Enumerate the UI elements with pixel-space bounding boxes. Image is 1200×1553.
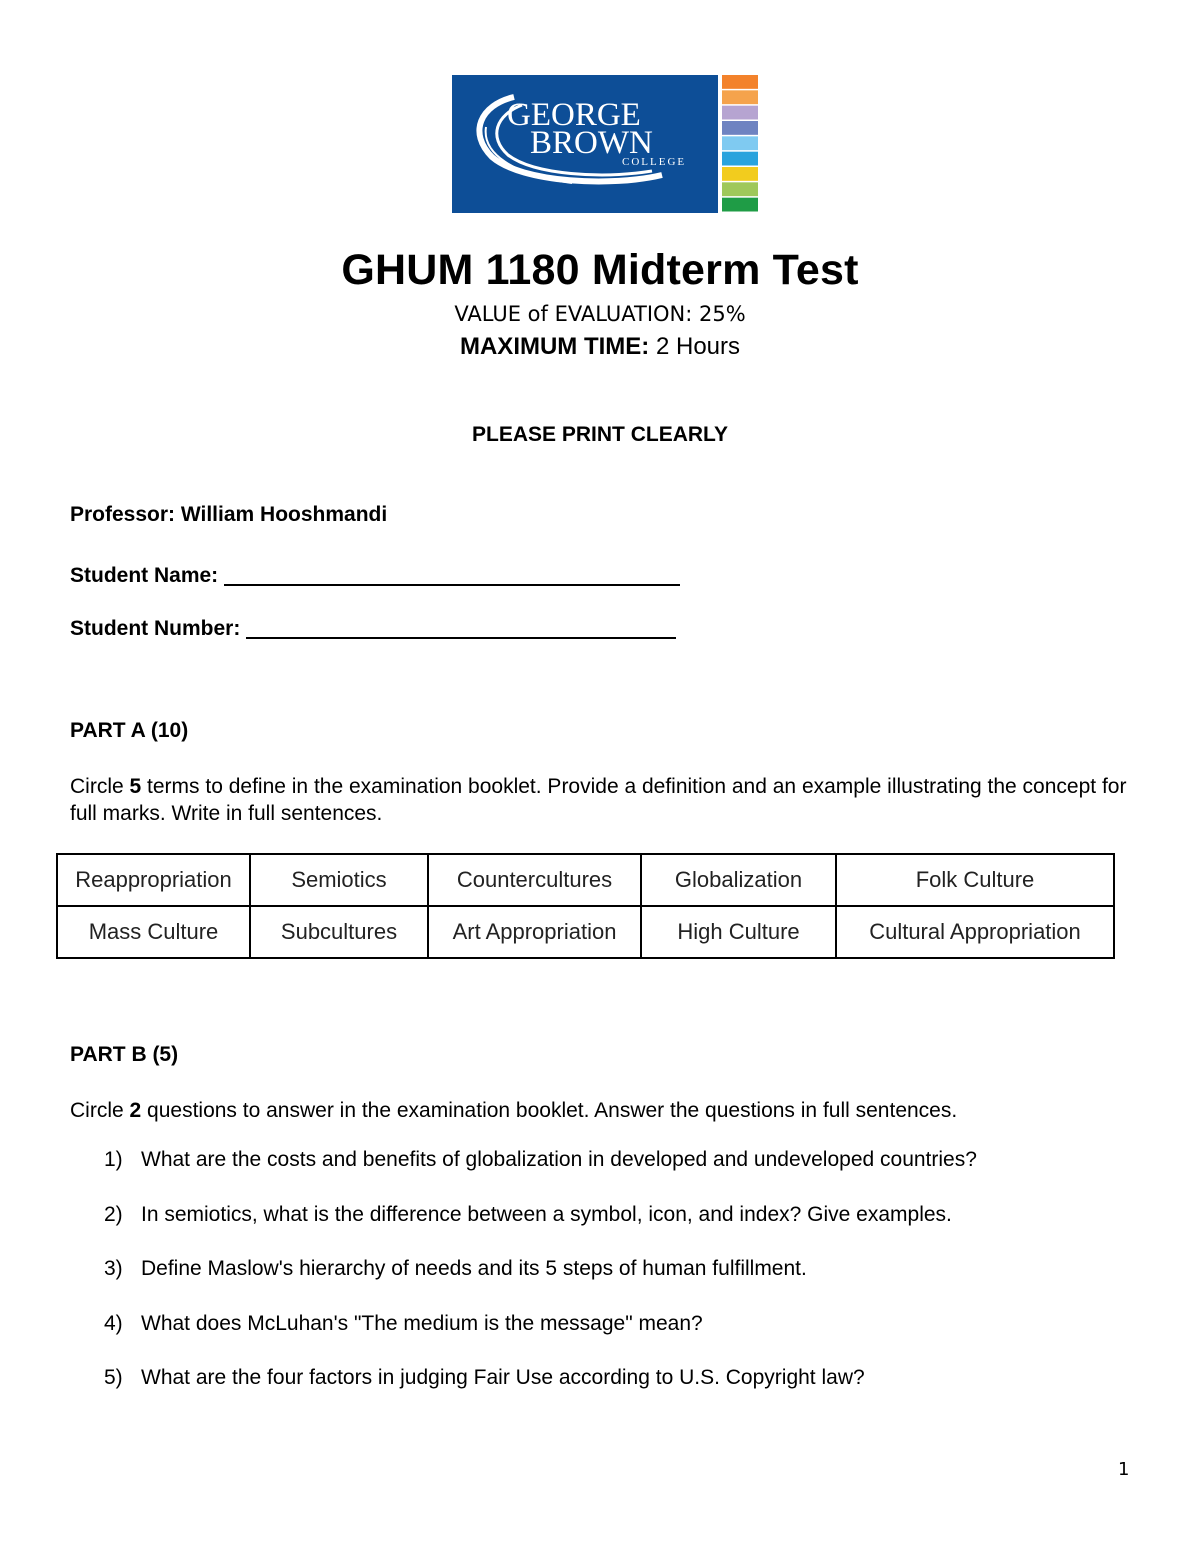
part-a-instr-pre: Circle bbox=[70, 775, 130, 798]
part-a-instructions bbox=[70, 773, 1130, 827]
question-number: 2) bbox=[104, 1202, 123, 1226]
logo-text-george: GEORGE bbox=[507, 97, 641, 133]
term-cell[interactable]: Countercultures bbox=[428, 854, 641, 906]
print-clearly-notice: PLEASE PRINT CLEARLY bbox=[472, 423, 728, 446]
part-a-instr-post: terms to define in the examination booklet. Provide a definition and an example illustrating the concept for full marks. Write in full sentences. bbox=[70, 775, 1127, 825]
logo-stripe bbox=[722, 136, 758, 150]
logo-stripe bbox=[722, 182, 758, 196]
table-row bbox=[57, 906, 1114, 958]
logo-stripe bbox=[722, 106, 758, 120]
george-brown-college-logo bbox=[452, 75, 758, 213]
page-title: GHUM 1180 Midterm Test bbox=[341, 246, 859, 294]
term-cell[interactable]: Semiotics bbox=[250, 854, 428, 906]
student-name-field bbox=[70, 558, 680, 588]
student-number-field bbox=[70, 611, 676, 641]
terms-table bbox=[56, 853, 1115, 959]
logo-color-stripes bbox=[722, 75, 758, 212]
logo-text-brown: BROWN bbox=[530, 125, 653, 161]
term-cell[interactable]: Subcultures bbox=[250, 906, 428, 958]
question-number: 5) bbox=[104, 1366, 123, 1389]
logo-text-college: COLLEGE bbox=[622, 156, 687, 168]
evaluation-value: VALUE of EVALUATION: 25% bbox=[454, 302, 746, 326]
logo-stripe bbox=[722, 75, 758, 89]
professor-line: Professor: William Hooshmandi bbox=[70, 503, 388, 526]
term-cell[interactable]: Globalization bbox=[641, 854, 836, 906]
part-b-instr-pre: Circle bbox=[70, 1099, 130, 1122]
question-item[interactable] bbox=[104, 1148, 977, 1203]
maximum-time bbox=[0, 333, 1200, 361]
logo-stripe bbox=[722, 167, 758, 181]
question-number: 1) bbox=[104, 1148, 123, 1171]
part-b-heading: PART B (5) bbox=[70, 1043, 179, 1066]
table-row bbox=[57, 854, 1114, 906]
question-item[interactable] bbox=[104, 1203, 977, 1258]
question-item[interactable] bbox=[104, 1312, 977, 1367]
term-cell[interactable]: Cultural Appropriation bbox=[836, 906, 1114, 958]
logo-stripe bbox=[722, 152, 758, 166]
logo-stripe bbox=[722, 198, 758, 212]
question-number: 3) bbox=[104, 1257, 123, 1280]
question-text: What are the four factors in judging Fair Use according to U.S. Copyright law? bbox=[141, 1366, 865, 1389]
page-number: 1 bbox=[1118, 1459, 1130, 1480]
part-a-heading: PART A (10) bbox=[70, 719, 189, 742]
question-list bbox=[104, 1148, 977, 1421]
student-number-blank[interactable] bbox=[246, 615, 676, 639]
question-item[interactable] bbox=[104, 1257, 977, 1312]
student-number-label: Student Number: bbox=[70, 617, 247, 640]
part-b-instructions bbox=[70, 1097, 1130, 1124]
student-name-blank[interactable] bbox=[224, 562, 680, 586]
term-cell[interactable]: Mass Culture bbox=[57, 906, 250, 958]
term-cell[interactable]: Art Appropriation bbox=[428, 906, 641, 958]
logo-stripe bbox=[722, 90, 758, 104]
student-name-label: Student Name: bbox=[70, 564, 225, 587]
question-text: In semiotics, what is the difference between a symbol, icon, and index? Give examples. bbox=[141, 1202, 952, 1226]
question-number: 4) bbox=[104, 1311, 123, 1335]
term-cell[interactable]: High Culture bbox=[641, 906, 836, 958]
part-a-instr-count: 5 bbox=[129, 775, 142, 798]
maximum-time-value: 2 Hours bbox=[649, 333, 740, 360]
part-b-instr-post: questions to answer in the examination booklet. Answer the questions in full sentences. bbox=[141, 1099, 958, 1122]
question-item[interactable] bbox=[104, 1366, 977, 1421]
part-b-instr-count: 2 bbox=[129, 1099, 142, 1122]
logo-stripe bbox=[722, 121, 758, 135]
maximum-time-label: MAXIMUM TIME: bbox=[459, 333, 650, 360]
question-text: What does McLuhan's "The medium is the message" mean? bbox=[141, 1311, 703, 1335]
term-cell[interactable]: Folk Culture bbox=[836, 854, 1114, 906]
question-text: Define Maslow's hierarchy of needs and its 5 steps of human fulfillment. bbox=[141, 1257, 807, 1280]
term-cell[interactable]: Reappropriation bbox=[57, 854, 250, 906]
question-text: What are the costs and benefits of globalization in developed and undeveloped countries? bbox=[141, 1148, 977, 1171]
